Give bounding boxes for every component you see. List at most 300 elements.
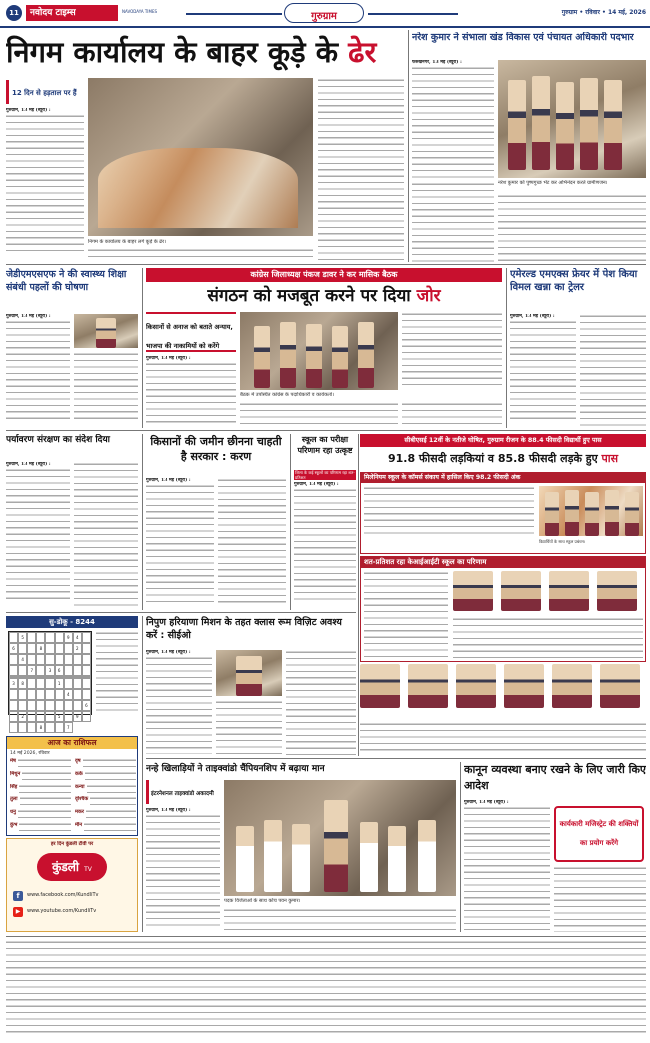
page-bottom-rule bbox=[6, 936, 646, 937]
text-filler bbox=[87, 784, 136, 794]
congress-body-col4 bbox=[402, 402, 502, 428]
person bbox=[280, 322, 296, 388]
sudoku-cell bbox=[64, 665, 73, 676]
sudoku-cell bbox=[45, 643, 54, 654]
person bbox=[545, 492, 559, 536]
congress-quote bbox=[146, 312, 236, 352]
text-filler bbox=[402, 312, 502, 390]
sudoku-cell bbox=[82, 654, 91, 665]
student-photo bbox=[597, 571, 637, 611]
kundli-youtube[interactable]: www.youtube.com/KundliTv bbox=[27, 908, 97, 914]
person bbox=[508, 80, 526, 170]
sudoku-cell: 8 bbox=[36, 722, 45, 733]
taekwondo-sub-box bbox=[146, 780, 220, 804]
rashifal-sign bbox=[75, 809, 136, 820]
school-body-col1 bbox=[294, 482, 356, 606]
rashifal-sign-name: कन्या bbox=[75, 783, 85, 790]
kanoon-body-col2 bbox=[554, 866, 646, 932]
rashifal-sign-name: मकर bbox=[75, 809, 84, 816]
rashifal-title-bar bbox=[7, 737, 137, 749]
taekwondo-body-col1 bbox=[146, 808, 220, 932]
sudoku-cell bbox=[9, 665, 18, 676]
sudoku-cell bbox=[18, 665, 27, 676]
lead-photo bbox=[88, 78, 313, 236]
text-filler bbox=[216, 700, 282, 756]
person bbox=[254, 326, 270, 388]
cbse-strip bbox=[360, 434, 646, 447]
millennium-box bbox=[360, 472, 646, 554]
student-photo bbox=[453, 571, 493, 611]
text-filler bbox=[146, 484, 214, 604]
rashifal-sign bbox=[10, 758, 71, 769]
sudoku-cell: 7 bbox=[27, 665, 36, 676]
kanoon-headline: कानून व्यवस्था बनाए रखने के लिए जारी किए आदेश bbox=[464, 763, 646, 792]
taekwondo-headline: नन्हे खिलाड़ियों ने ताइक्वांडो चैंपियनशिप में बढ़ाया मान bbox=[146, 764, 325, 774]
text-filler bbox=[22, 771, 71, 781]
lead-body-col2 bbox=[88, 248, 313, 262]
sudoku-cell bbox=[36, 689, 45, 700]
rashifal-sign bbox=[10, 796, 71, 807]
nipun-body-col3 bbox=[286, 650, 356, 756]
sudoku-cell bbox=[82, 665, 91, 676]
sudoku-cell bbox=[64, 700, 73, 711]
paryavaran-dateline: गुरुग्राम, 13 मई (ब्यूरो) : bbox=[6, 462, 51, 467]
text-filler bbox=[364, 486, 534, 538]
nipun-headline: निपुण हरियाणा मिशन के तहत क्लास रूम विज़िट अवश्य करें : सीईओ bbox=[146, 617, 342, 641]
sudoku-cell: 8 bbox=[18, 678, 27, 689]
sudoku-cell bbox=[55, 632, 64, 643]
sudoku-cell bbox=[64, 654, 73, 665]
sudoku-cell bbox=[45, 700, 54, 711]
sudoku-cell bbox=[36, 711, 45, 722]
rashifal-panel bbox=[6, 736, 138, 836]
jdm-dateline: गुरुग्राम, 13 मई (ब्यूरो) : bbox=[6, 314, 51, 319]
sudoku-cell bbox=[55, 722, 64, 733]
text-filler bbox=[412, 182, 494, 262]
kanoon-callout bbox=[554, 806, 644, 862]
paper-logo bbox=[26, 5, 118, 21]
page-number: 11 bbox=[9, 9, 19, 17]
text-filler bbox=[83, 758, 136, 768]
text-filler bbox=[19, 822, 71, 832]
rashifal-sign bbox=[75, 784, 136, 795]
text-filler bbox=[19, 784, 71, 794]
jdm-body-col2 bbox=[74, 352, 138, 424]
sudoku-cell bbox=[64, 643, 73, 654]
column-rule bbox=[142, 616, 143, 932]
sudoku-cell bbox=[73, 678, 82, 689]
text-filler bbox=[318, 78, 404, 262]
text-filler bbox=[510, 320, 576, 424]
cbse-headline-text: 91.8 फीसदी लड़कियां व 85.8 फीसदी लड़के हुए bbox=[387, 452, 598, 465]
sudoku-cell bbox=[27, 654, 36, 665]
sudoku-cell: 9 bbox=[64, 632, 73, 643]
rashifal-sign bbox=[10, 784, 71, 795]
child bbox=[264, 820, 282, 892]
millennium-photo-caption: विद्यार्थियों के साथ स्कूल प्रबंधन। bbox=[539, 539, 586, 544]
kanoon-body-col1 bbox=[464, 800, 550, 932]
sudoku-cell bbox=[36, 665, 45, 676]
kundli-brand-sub: TV bbox=[84, 866, 92, 873]
text-filler bbox=[286, 650, 356, 756]
student-photo bbox=[408, 664, 448, 708]
sudoku-cell bbox=[73, 700, 82, 711]
nipun-dateline: गुरुग्राम, 13 मई (ब्यूरो) : bbox=[146, 650, 191, 655]
column-rule bbox=[142, 268, 143, 428]
person bbox=[306, 324, 322, 388]
congress-photo bbox=[240, 312, 398, 390]
rashifal-sign-name: वृश्चिक bbox=[75, 796, 89, 803]
text-filler bbox=[6, 940, 646, 1036]
sudoku-cell: 2 bbox=[18, 711, 27, 722]
rashifal-title: आज का राशिफल bbox=[47, 738, 97, 747]
sudoku-cell: 1 bbox=[55, 678, 64, 689]
student-photo bbox=[456, 664, 496, 708]
sudoku-cell bbox=[27, 700, 36, 711]
youtube-icon: ▶ bbox=[13, 907, 23, 917]
sudoku-cell bbox=[45, 632, 54, 643]
naresh-body-col1 bbox=[412, 60, 494, 180]
kiit-box bbox=[360, 556, 646, 662]
column-rule bbox=[460, 762, 461, 932]
sudoku-cell: 5 bbox=[55, 711, 64, 722]
congress-body-col2 bbox=[240, 402, 398, 428]
column-rule bbox=[506, 268, 507, 428]
lead-kicker-text: 12 दिन से हड़ताल पर हैं bbox=[12, 89, 77, 97]
millennium-body bbox=[364, 486, 534, 538]
lead-photo-caption: निगम के कार्यालय के बाहर लगे कूड़े के ढेर। bbox=[88, 239, 167, 245]
text-filler bbox=[96, 631, 138, 715]
taekwondo-photo bbox=[224, 780, 456, 896]
sudoku-cell bbox=[27, 643, 36, 654]
child bbox=[292, 824, 310, 892]
sudoku-cell bbox=[36, 700, 45, 711]
text-filler bbox=[6, 468, 70, 602]
sudoku-cell bbox=[45, 689, 54, 700]
text-filler bbox=[74, 462, 138, 606]
sudoku-grid bbox=[8, 631, 92, 730]
naresh-body-col3 bbox=[498, 194, 646, 262]
taekwondo-body-col2 bbox=[224, 908, 456, 932]
row-divider bbox=[6, 612, 356, 613]
rashifal-sign bbox=[75, 771, 136, 782]
kiit-body-2 bbox=[453, 617, 643, 659]
kundli-brand: कुंडली bbox=[52, 860, 79, 874]
kundli-tagline: हर दिन कुंडली टीवी पर bbox=[50, 841, 94, 847]
masthead-divider bbox=[0, 26, 650, 28]
sudoku-cell bbox=[9, 689, 18, 700]
sudoku-cell bbox=[27, 678, 36, 689]
emerald-body-col2 bbox=[580, 314, 646, 428]
page-number-badge bbox=[6, 5, 22, 21]
sudoku-title-bar bbox=[6, 616, 138, 628]
school-dateline: गुरुग्राम, 13 मई (ब्यूरो) : bbox=[294, 482, 339, 487]
sudoku-cell bbox=[55, 643, 64, 654]
rashifal-sign bbox=[10, 809, 71, 820]
paryavaran-body-col2 bbox=[74, 462, 138, 606]
congress-strip bbox=[146, 268, 502, 282]
cbse-body bbox=[360, 722, 646, 754]
sudoku-cell bbox=[55, 700, 64, 711]
student-photo bbox=[549, 571, 589, 611]
sudoku-cell bbox=[73, 654, 82, 665]
rashifal-sign-name: मिथुन bbox=[10, 770, 21, 777]
nipun-body-col1 bbox=[146, 650, 212, 756]
rashifal-sign-name: मीन bbox=[75, 822, 83, 829]
rashifal-sign bbox=[75, 758, 136, 769]
text-filler bbox=[224, 908, 456, 932]
sudoku-cell: 4 bbox=[73, 632, 82, 643]
text-filler bbox=[580, 314, 646, 428]
sudoku-cell bbox=[82, 678, 91, 689]
section-name: गुरुग्राम bbox=[311, 11, 337, 22]
person bbox=[580, 78, 598, 170]
school-subtitle: जिला के कई स्कूलों का परिणाम रहा शत-प्रतिशत bbox=[295, 470, 355, 480]
section-label bbox=[284, 3, 364, 23]
sudoku-cell bbox=[45, 711, 54, 722]
sudoku-cell bbox=[82, 711, 91, 722]
emerald-headline: एमेरल्ड एमएक्स फ्रेयर में पेश किया विमल खन्ना का ट्रेलर bbox=[510, 269, 638, 293]
jdm-portrait bbox=[74, 314, 138, 348]
sudoku-cell bbox=[36, 678, 45, 689]
congress-dateline: गुरुग्राम, 13 मई (ब्यूरो) : bbox=[146, 356, 191, 361]
rashifal-sign-name: कुंभ bbox=[10, 822, 18, 829]
masthead-rule bbox=[186, 13, 282, 15]
text-filler bbox=[364, 571, 448, 659]
text-filler bbox=[360, 722, 646, 754]
kisan-dateline: गुरुग्राम, 13 मई (ब्यूरो) : bbox=[146, 478, 191, 483]
sudoku-cell bbox=[45, 678, 54, 689]
bottom-strip bbox=[6, 940, 646, 1036]
sudoku-cell bbox=[18, 643, 27, 654]
sudoku-cell: 7 bbox=[64, 722, 73, 733]
text-filler bbox=[554, 866, 646, 932]
sudoku-panel bbox=[6, 616, 138, 734]
sudoku-cell bbox=[36, 632, 45, 643]
sudoku-cell: 6 bbox=[82, 700, 91, 711]
rashifal-sign bbox=[10, 822, 71, 833]
person bbox=[625, 492, 639, 536]
congress-headline-text: संगठन को मजबूत करने पर दिया bbox=[207, 286, 411, 306]
jdm-body-col1 bbox=[6, 314, 70, 424]
kundli-logo bbox=[37, 853, 107, 881]
column-rule bbox=[408, 30, 409, 262]
rashifal-sign-name: मेष bbox=[10, 758, 16, 764]
sudoku-cell: 9 bbox=[73, 711, 82, 722]
text-filler bbox=[74, 352, 138, 424]
text-filler bbox=[498, 194, 646, 262]
cbse-headline bbox=[360, 449, 646, 469]
student-photo bbox=[504, 664, 544, 708]
sudoku-cell: 5 bbox=[18, 632, 27, 643]
naresh-headline: नरेश कुमार ने संभाला खंड विकास एवं पंचायत अधिकारी पदभार bbox=[412, 32, 634, 43]
congress-photo-caption: बैठक में उपस्थित कांग्रेस के पदाधिकारी व कार्यकर्ता। bbox=[240, 392, 334, 398]
lead-headline-text: निगम कार्यालय के बाहर कूड़े के bbox=[6, 35, 339, 69]
text-filler bbox=[18, 758, 71, 768]
cbse-headline-red: पास bbox=[601, 452, 619, 465]
kanoon-callout-text: कार्यकारी मजिस्ट्रेट की शक्तियों का प्रयोग करेंगे bbox=[559, 820, 639, 847]
text-filler bbox=[6, 320, 70, 420]
sudoku-cell bbox=[9, 722, 18, 733]
sudoku-cell bbox=[45, 722, 54, 733]
kiit-body bbox=[364, 571, 448, 659]
student-photo bbox=[552, 664, 592, 708]
person bbox=[532, 76, 550, 170]
naresh-dateline: फर्रुखनगर, 13 मई (ब्यूरो) : bbox=[412, 60, 462, 65]
text-filler bbox=[240, 402, 398, 428]
sudoku-cell bbox=[27, 711, 36, 722]
congress-strip-text: कांग्रेस जिलाध्यक्ष पंकज डावर ने कर मासिक बैठक bbox=[250, 270, 398, 279]
row-divider bbox=[6, 264, 646, 265]
masthead bbox=[0, 0, 650, 26]
text-filler bbox=[88, 248, 313, 262]
child bbox=[418, 820, 436, 892]
sudoku-cell bbox=[18, 689, 27, 700]
sudoku-cell bbox=[27, 722, 36, 733]
child bbox=[388, 826, 406, 892]
taekwondo-sub: इंटरनेशनल ताइक्वांडो अकादमी bbox=[151, 791, 214, 797]
column-rule bbox=[142, 434, 143, 610]
text-filler bbox=[6, 114, 84, 254]
sudoku-cell bbox=[82, 632, 91, 643]
sudoku-cell bbox=[18, 722, 27, 733]
sudoku-cell: 4 bbox=[64, 689, 73, 700]
lead-dateline: गुरुग्राम, 13 मई (ब्यूरो) : bbox=[6, 108, 51, 113]
congress-headline-red: जोर bbox=[416, 286, 441, 306]
kundli-ad bbox=[6, 838, 138, 932]
congress-body-col1 bbox=[146, 356, 236, 428]
lead-body-col3 bbox=[318, 78, 404, 262]
nipun-portrait bbox=[216, 650, 282, 696]
sudoku-cell bbox=[64, 711, 73, 722]
rashifal-grid bbox=[10, 758, 136, 834]
congress-headline bbox=[146, 284, 502, 308]
naresh-body-col2 bbox=[412, 182, 494, 262]
naresh-photo bbox=[498, 60, 646, 178]
person bbox=[236, 656, 262, 696]
rashifal-sign bbox=[75, 822, 136, 833]
lead-kicker bbox=[6, 80, 84, 104]
person bbox=[332, 326, 348, 388]
sudoku-cell bbox=[55, 689, 64, 700]
emerald-dateline: गुरुग्राम, 13 मई (ब्यूरो) : bbox=[510, 314, 555, 319]
rashifal-sign-name: तुला bbox=[10, 796, 18, 803]
text-filler bbox=[18, 809, 71, 819]
millennium-headline: मिलेनियम स्कूल के कॉमर्स संकाय में हासिल किए 98.2 फीसदी अंक bbox=[361, 473, 645, 483]
column-rule bbox=[290, 434, 291, 610]
row-divider bbox=[6, 430, 646, 431]
kundli-facebook[interactable]: www.facebook.com/KundliTv bbox=[27, 892, 99, 898]
date-line: गुरुग्राम • रविवार • 14 मई, 2026 bbox=[561, 9, 646, 16]
millennium-photo bbox=[539, 486, 643, 536]
cbse-students-row bbox=[360, 664, 646, 720]
jdm-headline: जेडीएमएसएफ ने की स्वास्थ्य शिक्षा संबंधी पहलों की घोषणा bbox=[6, 269, 127, 293]
sudoku-cell: 3 bbox=[45, 665, 54, 676]
sudoku-cell bbox=[45, 654, 54, 665]
rashifal-sign bbox=[10, 771, 71, 782]
text-filler bbox=[402, 402, 502, 428]
text-filler bbox=[453, 617, 643, 659]
paper-name: नवोदय टाइम्स bbox=[30, 8, 76, 18]
congress-body-col3 bbox=[402, 312, 502, 390]
rashifal-sign-name: कर्क bbox=[75, 770, 83, 777]
paryavaran-headline: पर्यावरण संरक्षण का संदेश दिया bbox=[6, 435, 111, 445]
kisan-body-col2 bbox=[218, 478, 286, 606]
kisan-headline: किसानों की जमीन छीनना चाहती है सरकार : करण bbox=[150, 435, 282, 463]
sudoku-cell bbox=[82, 643, 91, 654]
cbse-strip-text: सीबीएसई 12वीं के नतीजे घोषित, गुरुग्राम रीजन के 88.4 फीसदी विद्यार्थी हुए पास bbox=[404, 436, 602, 444]
sudoku-cell: 8 bbox=[36, 643, 45, 654]
congress-quote-text: किसानों से अनाज को बताते अन्याय, भाजपा की नाकामियों को करेंगे bbox=[146, 323, 233, 350]
sudoku-cell bbox=[64, 678, 73, 689]
text-filler bbox=[86, 809, 136, 819]
facebook-icon: f bbox=[13, 891, 23, 901]
sudoku-cell: 6 bbox=[55, 665, 64, 676]
text-filler bbox=[146, 362, 236, 426]
sudoku-cell bbox=[27, 632, 36, 643]
child bbox=[236, 826, 254, 892]
rashifal-date: 14 मई 2026, रविवार bbox=[10, 751, 50, 756]
sudoku-cell bbox=[55, 654, 64, 665]
masthead-rule-right bbox=[368, 13, 458, 15]
naresh-photo-caption: नरेश कुमार को पुष्पगुच्छ भेंट कर अभिनंदन करते ग्रामीणजन। bbox=[498, 180, 608, 186]
sudoku-cell bbox=[73, 689, 82, 700]
person bbox=[585, 492, 599, 536]
text-filler bbox=[464, 806, 550, 930]
person bbox=[96, 318, 116, 348]
nipun-body-col2 bbox=[216, 700, 282, 756]
school-subtitle-box bbox=[294, 470, 356, 480]
kanoon-dateline: गुरुग्राम, 13 मई (ब्यूरो) : bbox=[464, 800, 509, 805]
student-photo bbox=[600, 664, 640, 708]
text-filler bbox=[412, 66, 494, 178]
sudoku-cell: 2 bbox=[73, 643, 82, 654]
taekwondo-photo-caption: पदक विजेताओं के साथ कोच पवन कुमार। bbox=[224, 898, 301, 904]
rashifal-sign-name: धनु bbox=[10, 809, 16, 816]
garbage-pile bbox=[98, 148, 298, 228]
sudoku-cell: 3 bbox=[9, 678, 18, 689]
sudoku-cell bbox=[18, 700, 27, 711]
text-filler bbox=[90, 796, 136, 806]
rashifal-sign-name: सिंह bbox=[10, 783, 18, 790]
sudoku-cell bbox=[82, 689, 91, 700]
child bbox=[360, 822, 378, 892]
kiit-headline: शत-प्रतिशत रहा केआईआईटी स्कूल का परिणाम bbox=[361, 557, 645, 568]
sudoku-cell bbox=[9, 632, 18, 643]
lead-headline-red: ढेर bbox=[348, 35, 377, 69]
sudoku-cell bbox=[73, 665, 82, 676]
student-photo bbox=[360, 664, 400, 708]
paper-subtitle: NAVODAYA TIMES bbox=[122, 9, 158, 14]
student-photo bbox=[501, 571, 541, 611]
sudoku-cell bbox=[9, 700, 18, 711]
person bbox=[565, 490, 579, 536]
person bbox=[605, 490, 619, 536]
person bbox=[358, 322, 374, 388]
text-filler bbox=[20, 796, 71, 806]
text-filler bbox=[146, 814, 220, 930]
sudoku-cell bbox=[9, 654, 18, 665]
text-filler bbox=[218, 478, 286, 606]
column-rule bbox=[358, 434, 359, 756]
text-filler bbox=[146, 656, 212, 754]
lead-body-col1 bbox=[6, 108, 84, 256]
school-headline: स्कूल का परीक्षा परिणाम रहा उत्कृष्ट bbox=[297, 435, 353, 455]
text-filler bbox=[84, 822, 136, 832]
emerald-body-col1 bbox=[510, 314, 576, 428]
sudoku-cell: 4 bbox=[18, 654, 27, 665]
text-filler bbox=[294, 488, 356, 604]
